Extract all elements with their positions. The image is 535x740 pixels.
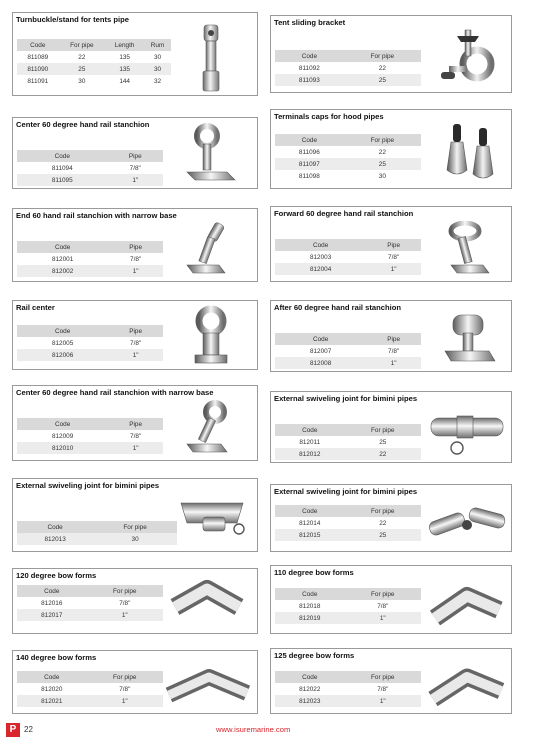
cell: 812012: [275, 448, 345, 460]
spec-table: [275, 671, 421, 707]
col-header: For pipe: [345, 505, 421, 517]
cell: 1": [87, 695, 163, 707]
col-header: For pipe: [345, 588, 421, 600]
col-header: Code: [275, 671, 345, 683]
cell: 1": [108, 265, 163, 277]
spec-table: [17, 671, 163, 707]
table-row: [17, 75, 171, 87]
cell: 812014: [275, 517, 345, 529]
table-row: [275, 251, 421, 263]
spec-table: [275, 134, 421, 182]
col-header: Pipe: [108, 418, 163, 430]
table-row: [275, 357, 421, 369]
table-row: [275, 600, 421, 612]
brand-mark: P: [6, 723, 20, 737]
col-header: For pipe: [344, 50, 421, 62]
cell: 1": [366, 357, 421, 369]
cell: 25: [345, 529, 421, 541]
cell: 811095: [17, 174, 107, 186]
product-card: [12, 208, 258, 282]
spec-table: [275, 424, 421, 460]
cell: 812008: [275, 357, 366, 369]
cell: 30: [144, 63, 171, 75]
narrow-base-stanchion-image: [183, 400, 237, 458]
product-card: [12, 12, 258, 96]
cell: 30: [59, 75, 106, 87]
cell: 22: [344, 62, 421, 74]
col-header: Code: [17, 585, 87, 597]
table-row: [275, 158, 421, 170]
cell: 812022: [275, 683, 345, 695]
cell: 812013: [17, 533, 93, 545]
table-row: [17, 253, 163, 265]
cell: 7/8": [345, 600, 421, 612]
col-header: Code: [17, 671, 87, 683]
cell: 22: [345, 448, 421, 460]
card-title: External swiveling joint for bimini pipes: [274, 394, 418, 403]
cell: 25: [344, 158, 421, 170]
col-header: For pipe: [87, 671, 163, 683]
table-row: [17, 51, 171, 63]
col-header: Code: [275, 424, 345, 436]
table-row: [275, 436, 421, 448]
col-header: For pipe: [87, 585, 163, 597]
cell: 1": [345, 612, 421, 624]
cell: 135: [105, 63, 144, 75]
col-header: Code: [275, 134, 344, 146]
cell: 811092: [275, 62, 344, 74]
end-stanchion-image: [185, 221, 237, 279]
product-card: [12, 650, 258, 714]
cell: 811096: [275, 146, 344, 158]
cell: 812005: [17, 337, 108, 349]
cell: 1": [345, 695, 421, 707]
col-header: Length: [105, 39, 144, 51]
swivel-joint-image: [427, 499, 507, 545]
table-row: [17, 265, 163, 277]
col-header: Code: [17, 39, 59, 51]
bow-form-110-image: [427, 576, 507, 630]
cell: 811089: [17, 51, 59, 63]
product-card: [12, 117, 258, 189]
col-header: Pipe: [366, 333, 421, 345]
cell: 811094: [17, 162, 107, 174]
product-card: [270, 15, 512, 93]
product-card: [270, 300, 512, 372]
table-row: [17, 349, 163, 361]
product-card: [270, 391, 512, 463]
card-title: 140 degree bow forms: [16, 653, 97, 662]
col-header: Pipe: [366, 239, 421, 251]
cell: 7/8": [107, 162, 163, 174]
cell: 812003: [275, 251, 366, 263]
table-row: [17, 162, 163, 174]
product-card: [270, 109, 512, 189]
table-row: [17, 337, 163, 349]
cell: 30: [93, 533, 177, 545]
cell: 1": [107, 174, 163, 186]
card-title: After 60 degree hand rail stanchion: [274, 303, 402, 312]
cell: 135: [105, 51, 144, 63]
cell: 1": [87, 609, 163, 621]
spec-table: [275, 333, 421, 369]
col-header: Code: [17, 150, 107, 162]
cell: 812018: [275, 600, 345, 612]
cell: 812020: [17, 683, 87, 695]
card-title: Forward 60 degree hand rail stanchion: [274, 209, 414, 218]
spec-table: [17, 39, 171, 87]
spec-table: [17, 241, 163, 277]
cell: 811097: [275, 158, 344, 170]
cell: 22: [344, 146, 421, 158]
table-row: [275, 683, 421, 695]
card-title: External swiveling joint for bimini pipes: [274, 487, 418, 496]
sliding-bracket-image: [435, 24, 501, 86]
cell: 7/8": [87, 597, 163, 609]
table-row: [17, 695, 163, 707]
col-header: Pipe: [107, 150, 163, 162]
cell: 7/8": [108, 253, 163, 265]
forward-stanchion-image: [441, 221, 493, 279]
product-card: [12, 300, 258, 370]
cell: 30: [144, 51, 171, 63]
cell: 7/8": [366, 345, 421, 357]
cell: 811090: [17, 63, 59, 75]
product-card: [12, 478, 258, 552]
bow-form-125-image: [425, 659, 507, 709]
cell: 812006: [17, 349, 108, 361]
card-title: Terminals caps for hood pipes: [274, 112, 384, 121]
spec-table: [275, 505, 421, 541]
table-row: [275, 170, 421, 182]
page-number: 22: [24, 725, 33, 734]
spec-table: [17, 585, 163, 621]
table-row: [275, 529, 421, 541]
cell: 812002: [17, 265, 108, 277]
col-header: Code: [275, 505, 345, 517]
table-row: [17, 442, 163, 454]
col-header: Code: [17, 325, 108, 337]
col-header: Code: [275, 50, 344, 62]
cell: 811091: [17, 75, 59, 87]
swivel-joint-image: [173, 493, 253, 541]
spec-table: [275, 239, 421, 275]
cell: 25: [59, 63, 106, 75]
col-header: Code: [17, 241, 108, 253]
table-row: [275, 62, 421, 74]
col-header: Code: [275, 333, 366, 345]
cell: 812011: [275, 436, 345, 448]
card-title: 110 degree bow forms: [274, 568, 354, 577]
spec-table: [17, 150, 163, 186]
spec-table: [17, 521, 177, 545]
card-title: 125 degree bow forms: [274, 651, 355, 660]
card-title: External swiveling joint for bimini pipes: [16, 481, 160, 490]
spec-table: [17, 325, 163, 361]
product-card: [270, 648, 512, 714]
spec-table: [275, 588, 421, 624]
cell: 812001: [17, 253, 108, 265]
card-title: Turnbuckle/stand for tents pipe: [16, 15, 129, 24]
col-header: Pipe: [108, 325, 163, 337]
col-header: For pipe: [93, 521, 177, 533]
cell: 32: [144, 75, 171, 87]
card-title: Tent sliding bracket: [274, 18, 346, 27]
cell: 812017: [17, 609, 87, 621]
cell: 7/8": [108, 430, 163, 442]
card-title: Rail center: [16, 303, 55, 312]
col-header: For pipe: [345, 671, 421, 683]
cell: 7/8": [87, 683, 163, 695]
cell: 811098: [275, 170, 344, 182]
cell: 812007: [275, 345, 366, 357]
col-header: For pipe: [59, 39, 106, 51]
card-title: Center 60 degree hand rail stanchion with narrow base: [16, 388, 214, 397]
cell: 7/8": [108, 337, 163, 349]
swivel-joint-image: [427, 410, 509, 458]
col-header: Code: [17, 418, 108, 430]
product-card: [270, 565, 512, 634]
col-header: Pipe: [108, 241, 163, 253]
table-row: [275, 448, 421, 460]
card-title: End 60 hand rail stanchion with narrow base: [16, 211, 177, 220]
card-title: Center 60 degree hand rail stanchion: [16, 120, 150, 129]
cell: 811093: [275, 74, 344, 86]
table-row: [17, 609, 163, 621]
cell: 22: [59, 51, 106, 63]
bow-form-120-image: [169, 577, 245, 629]
cell: 812009: [17, 430, 108, 442]
cell: 25: [345, 436, 421, 448]
cell: 812016: [17, 597, 87, 609]
table-row: [17, 430, 163, 442]
col-header: Code: [275, 588, 345, 600]
col-header: Rum: [144, 39, 171, 51]
cell: 812023: [275, 695, 345, 707]
after-stanchion-image: [439, 309, 499, 369]
spec-table: [275, 50, 421, 86]
cell: 144: [105, 75, 144, 87]
cell: 1": [108, 442, 163, 454]
product-card: [12, 568, 258, 634]
cell: 812015: [275, 529, 345, 541]
cell: 1": [108, 349, 163, 361]
col-header: For pipe: [344, 134, 421, 146]
product-card: [270, 206, 512, 282]
cell: 1": [366, 263, 421, 275]
col-header: Code: [275, 239, 366, 251]
col-header: Code: [17, 521, 93, 533]
table-row: [275, 517, 421, 529]
table-row: [275, 695, 421, 707]
cell: 30: [344, 170, 421, 182]
col-header: For pipe: [345, 424, 421, 436]
table-row: [275, 345, 421, 357]
table-row: [17, 174, 163, 186]
cell: 812004: [275, 263, 366, 275]
card-title: 120 degree bow forms: [16, 571, 97, 580]
table-row: [17, 533, 177, 545]
cell: 7/8": [345, 683, 421, 695]
rail-center-image: [187, 305, 237, 367]
table-row: [17, 63, 171, 75]
cell: 22: [345, 517, 421, 529]
table-row: [275, 146, 421, 158]
product-card: [12, 385, 258, 461]
cell: 812021: [17, 695, 87, 707]
table-row: [17, 683, 163, 695]
table-row: [17, 597, 163, 609]
turnbuckle-image: [191, 23, 231, 95]
table-row: [275, 612, 421, 624]
spec-table: [17, 418, 163, 454]
terminal-caps-image: [441, 118, 503, 182]
bow-form-140-image: [163, 661, 253, 707]
product-card: [270, 484, 512, 552]
cell: 25: [344, 74, 421, 86]
table-row: [275, 263, 421, 275]
stanchion-image: [181, 122, 239, 186]
cell: 812010: [17, 442, 108, 454]
cell: 7/8": [366, 251, 421, 263]
table-row: [275, 74, 421, 86]
website-link[interactable]: www.isuremarine.com: [216, 725, 291, 734]
cell: 812019: [275, 612, 345, 624]
